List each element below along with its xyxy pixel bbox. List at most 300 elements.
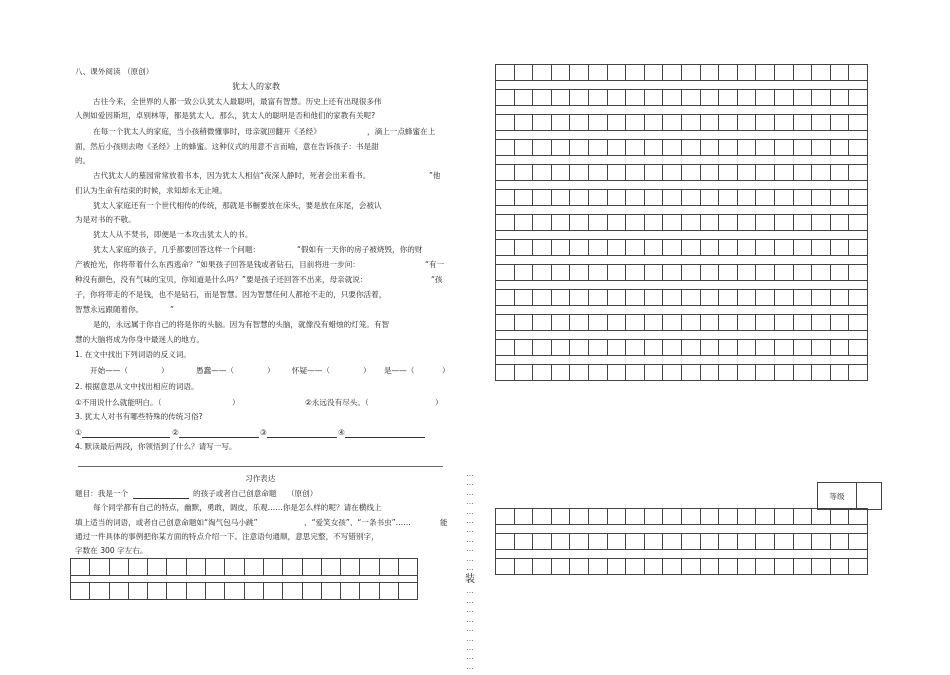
grid-cell[interactable]: [570, 215, 589, 231]
grid-cell[interactable]: [626, 534, 645, 550]
grid-cell[interactable]: [812, 340, 831, 356]
grid-cell[interactable]: [607, 340, 626, 356]
grid-cell[interactable]: [793, 509, 812, 525]
grid-cell[interactable]: [737, 115, 756, 131]
grid-cell[interactable]: [607, 509, 626, 525]
grid-cell[interactable]: [263, 583, 282, 600]
grid-cell[interactable]: [756, 315, 775, 331]
grid-cell[interactable]: [700, 365, 719, 381]
grid-cell[interactable]: [812, 190, 831, 206]
grid-cell[interactable]: [700, 340, 719, 356]
grid-cell[interactable]: [570, 240, 589, 256]
grid-cell[interactable]: [774, 290, 793, 306]
grid-cell[interactable]: [588, 165, 607, 181]
grid-cell[interactable]: [514, 90, 533, 106]
grid-cell[interactable]: [849, 140, 868, 156]
grid-cell[interactable]: [626, 165, 645, 181]
grid-cell[interactable]: [849, 340, 868, 356]
grid-cell[interactable]: [379, 559, 398, 576]
grid-cell[interactable]: [90, 583, 109, 600]
grid-cell[interactable]: [849, 90, 868, 106]
grid-cell[interactable]: [719, 559, 738, 575]
grid-cell[interactable]: [71, 559, 90, 576]
grid-cell[interactable]: [206, 583, 225, 600]
grid-cell[interactable]: [644, 365, 663, 381]
grid-cell[interactable]: [514, 340, 533, 356]
grid-cell[interactable]: [626, 90, 645, 106]
grid-cell[interactable]: [514, 559, 533, 575]
grid-cell[interactable]: [607, 290, 626, 306]
grid-cell[interactable]: [570, 559, 589, 575]
grid-cell[interactable]: [551, 340, 570, 356]
grid-cell[interactable]: [812, 165, 831, 181]
grid-cell[interactable]: [774, 340, 793, 356]
grid-cell[interactable]: [849, 509, 868, 525]
grid-cell[interactable]: [644, 115, 663, 131]
grid-cell[interactable]: [533, 90, 552, 106]
grid-cell[interactable]: [663, 534, 682, 550]
grid-cell[interactable]: [756, 90, 775, 106]
grid-cell[interactable]: [588, 534, 607, 550]
grid-cell[interactable]: [793, 559, 812, 575]
grid-cell[interactable]: [663, 559, 682, 575]
grid-cell[interactable]: [774, 140, 793, 156]
grid-cell[interactable]: [496, 315, 515, 331]
grid-cell[interactable]: [830, 340, 849, 356]
grid-cell[interactable]: [793, 215, 812, 231]
grid-cell[interactable]: [719, 190, 738, 206]
grid-cell[interactable]: [793, 165, 812, 181]
grid-cell[interactable]: [588, 340, 607, 356]
grid-cell[interactable]: [496, 290, 515, 306]
grid-cell[interactable]: [496, 140, 515, 156]
grid-cell[interactable]: [570, 290, 589, 306]
grid-cell[interactable]: [812, 315, 831, 331]
grid-cell[interactable]: [588, 559, 607, 575]
grid-cell[interactable]: [830, 290, 849, 306]
grid-cell[interactable]: [302, 559, 321, 576]
grid-cell[interactable]: [849, 365, 868, 381]
grid-cell[interactable]: [793, 140, 812, 156]
grid-cell[interactable]: [533, 265, 552, 281]
grid-cell[interactable]: [849, 559, 868, 575]
grid-cell[interactable]: [737, 559, 756, 575]
grid-cell[interactable]: [626, 340, 645, 356]
grid-cell[interactable]: [496, 190, 515, 206]
grid-cell[interactable]: [551, 115, 570, 131]
grid-cell[interactable]: [812, 115, 831, 131]
grid-cell[interactable]: [681, 140, 700, 156]
grid-cell[interactable]: [849, 240, 868, 256]
grid-cell[interactable]: [514, 65, 533, 81]
grid-cell[interactable]: [700, 140, 719, 156]
grid-cell[interactable]: [225, 583, 244, 600]
grid-cell[interactable]: [644, 190, 663, 206]
grid-cell[interactable]: [700, 509, 719, 525]
grid-cell[interactable]: [812, 65, 831, 81]
grid-cell[interactable]: [700, 65, 719, 81]
grid-cell[interactable]: [774, 265, 793, 281]
grid-cell[interactable]: [109, 559, 128, 576]
grid-cell[interactable]: [681, 190, 700, 206]
grid-cell[interactable]: [830, 265, 849, 281]
grid-cell[interactable]: [793, 115, 812, 131]
grid-cell[interactable]: [737, 240, 756, 256]
title-blank[interactable]: [133, 490, 189, 499]
grid-cell[interactable]: [830, 165, 849, 181]
grid-cell[interactable]: [663, 140, 682, 156]
grid-cell[interactable]: [607, 240, 626, 256]
grid-cell[interactable]: [663, 90, 682, 106]
grid-cell[interactable]: [849, 215, 868, 231]
grid-cell[interactable]: [793, 190, 812, 206]
grid-cell[interactable]: [681, 290, 700, 306]
grid-cell[interactable]: [719, 265, 738, 281]
grid-cell[interactable]: [737, 265, 756, 281]
grid-cell[interactable]: [681, 340, 700, 356]
grade-field[interactable]: [857, 483, 882, 510]
grid-cell[interactable]: [533, 509, 552, 525]
grid-cell[interactable]: [186, 559, 205, 576]
grid-cell[interactable]: [719, 365, 738, 381]
grid-cell[interactable]: [360, 583, 379, 600]
grid-cell[interactable]: [514, 215, 533, 231]
answer-line[interactable]: [179, 429, 259, 438]
grid-cell[interactable]: [626, 115, 645, 131]
grid-cell[interactable]: [663, 365, 682, 381]
grid-cell[interactable]: [681, 265, 700, 281]
grid-cell[interactable]: [812, 290, 831, 306]
grid-cell[interactable]: [663, 115, 682, 131]
grid-cell[interactable]: [774, 65, 793, 81]
grid-cell[interactable]: [719, 115, 738, 131]
grid-cell[interactable]: [737, 290, 756, 306]
grid-cell[interactable]: [793, 365, 812, 381]
grid-cell[interactable]: [533, 115, 552, 131]
grid-cell[interactable]: [244, 583, 263, 600]
grid-cell[interactable]: [244, 559, 263, 576]
grid-cell[interactable]: [700, 190, 719, 206]
grid-cell[interactable]: [360, 559, 379, 576]
answer-line[interactable]: [82, 429, 170, 438]
grid-cell[interactable]: [644, 534, 663, 550]
grid-cell[interactable]: [644, 265, 663, 281]
grid-cell[interactable]: [700, 315, 719, 331]
grid-cell[interactable]: [774, 559, 793, 575]
grid-cell[interactable]: [644, 165, 663, 181]
grid-cell[interactable]: [399, 583, 418, 600]
grid-cell[interactable]: [644, 290, 663, 306]
grid-cell[interactable]: [570, 365, 589, 381]
grid-cell[interactable]: [830, 559, 849, 575]
grid-cell[interactable]: [514, 190, 533, 206]
grid-cell[interactable]: [849, 315, 868, 331]
grid-cell[interactable]: [681, 240, 700, 256]
grid-cell[interactable]: [756, 215, 775, 231]
grid-cell[interactable]: [341, 559, 360, 576]
grid-cell[interactable]: [496, 365, 515, 381]
grid-cell[interactable]: [737, 90, 756, 106]
grid-cell[interactable]: [644, 140, 663, 156]
grid-cell[interactable]: [830, 90, 849, 106]
grid-cell[interactable]: [551, 290, 570, 306]
grid-cell[interactable]: [551, 215, 570, 231]
grid-cell[interactable]: [148, 559, 167, 576]
grid-cell[interactable]: [570, 65, 589, 81]
grid-cell[interactable]: [700, 290, 719, 306]
grid-cell[interactable]: [225, 559, 244, 576]
grid-cell[interactable]: [793, 65, 812, 81]
grid-cell[interactable]: [830, 115, 849, 131]
grid-cell[interactable]: [206, 559, 225, 576]
grid-cell[interactable]: [644, 240, 663, 256]
grid-cell[interactable]: [830, 215, 849, 231]
grid-cell[interactable]: [700, 559, 719, 575]
grid-cell[interactable]: [849, 115, 868, 131]
grid-cell[interactable]: [607, 90, 626, 106]
grid-cell[interactable]: [321, 583, 340, 600]
grid-cell[interactable]: [283, 583, 302, 600]
grid-cell[interactable]: [588, 315, 607, 331]
grid-cell[interactable]: [812, 365, 831, 381]
grid-cell[interactable]: [681, 65, 700, 81]
grid-cell[interactable]: [774, 190, 793, 206]
grid-cell[interactable]: [700, 534, 719, 550]
grid-cell[interactable]: [700, 240, 719, 256]
grid-cell[interactable]: [774, 315, 793, 331]
grid-cell[interactable]: [588, 509, 607, 525]
grid-cell[interactable]: [774, 534, 793, 550]
grid-cell[interactable]: [496, 115, 515, 131]
grid-cell[interactable]: [849, 165, 868, 181]
grid-cell[interactable]: [681, 509, 700, 525]
grid-cell[interactable]: [533, 534, 552, 550]
grid-cell[interactable]: [533, 559, 552, 575]
grid-cell[interactable]: [399, 559, 418, 576]
grid-cell[interactable]: [607, 165, 626, 181]
grid-cell[interactable]: [626, 365, 645, 381]
grid-cell[interactable]: [812, 534, 831, 550]
grid-cell[interactable]: [533, 215, 552, 231]
grid-cell[interactable]: [774, 509, 793, 525]
grid-cell[interactable]: [756, 265, 775, 281]
grid-cell[interactable]: [719, 509, 738, 525]
grid-cell[interactable]: [71, 583, 90, 600]
grid-cell[interactable]: [588, 140, 607, 156]
grid-cell[interactable]: [756, 140, 775, 156]
grid-cell[interactable]: [681, 534, 700, 550]
grid-cell[interactable]: [663, 215, 682, 231]
grid-cell[interactable]: [812, 265, 831, 281]
grid-cell[interactable]: [644, 215, 663, 231]
answer-line[interactable]: [345, 429, 425, 438]
grid-cell[interactable]: [496, 509, 515, 525]
grid-cell[interactable]: [719, 340, 738, 356]
grid-cell[interactable]: [812, 509, 831, 525]
grid-cell[interactable]: [830, 509, 849, 525]
grid-cell[interactable]: [128, 559, 147, 576]
grid-cell[interactable]: [663, 509, 682, 525]
grid-cell[interactable]: [551, 140, 570, 156]
grid-cell[interactable]: [644, 509, 663, 525]
grid-cell[interactable]: [148, 583, 167, 600]
grid-cell[interactable]: [756, 165, 775, 181]
grid-cell[interactable]: [496, 240, 515, 256]
grid-cell[interactable]: [607, 115, 626, 131]
grid-cell[interactable]: [830, 240, 849, 256]
grid-cell[interactable]: [551, 90, 570, 106]
grid-cell[interactable]: [719, 90, 738, 106]
grid-cell[interactable]: [830, 140, 849, 156]
grid-cell[interactable]: [756, 290, 775, 306]
grid-cell[interactable]: [774, 165, 793, 181]
grid-cell[interactable]: [719, 290, 738, 306]
grid-cell[interactable]: [607, 365, 626, 381]
grid-cell[interactable]: [607, 534, 626, 550]
grid-cell[interactable]: [644, 315, 663, 331]
grid-cell[interactable]: [849, 290, 868, 306]
grid-cell[interactable]: [551, 165, 570, 181]
grid-cell[interactable]: [496, 165, 515, 181]
grid-cell[interactable]: [663, 240, 682, 256]
grid-cell[interactable]: [756, 340, 775, 356]
grid-cell[interactable]: [756, 559, 775, 575]
grid-cell[interactable]: [737, 315, 756, 331]
grid-cell[interactable]: [849, 190, 868, 206]
grid-cell[interactable]: [793, 534, 812, 550]
grid-cell[interactable]: [681, 559, 700, 575]
grid-cell[interactable]: [719, 140, 738, 156]
grid-cell[interactable]: [774, 215, 793, 231]
grid-cell[interactable]: [793, 315, 812, 331]
grid-cell[interactable]: [812, 215, 831, 231]
grid-cell[interactable]: [109, 583, 128, 600]
grid-cell[interactable]: [570, 315, 589, 331]
grid-cell[interactable]: [700, 165, 719, 181]
grid-cell[interactable]: [774, 365, 793, 381]
grid-cell[interactable]: [812, 140, 831, 156]
grid-cell[interactable]: [756, 534, 775, 550]
grid-cell[interactable]: [533, 315, 552, 331]
grid-cell[interactable]: [514, 365, 533, 381]
grid-cell[interactable]: [737, 215, 756, 231]
grid-cell[interactable]: [514, 534, 533, 550]
grid-cell[interactable]: [626, 65, 645, 81]
grid-cell[interactable]: [626, 240, 645, 256]
grid-cell[interactable]: [812, 240, 831, 256]
grid-cell[interactable]: [737, 140, 756, 156]
grid-cell[interactable]: [756, 509, 775, 525]
grid-cell[interactable]: [700, 90, 719, 106]
grid-cell[interactable]: [681, 115, 700, 131]
grid-cell[interactable]: [533, 165, 552, 181]
grid-cell[interactable]: [496, 534, 515, 550]
grid-cell[interactable]: [514, 115, 533, 131]
grid-cell[interactable]: [681, 365, 700, 381]
grid-cell[interactable]: [283, 559, 302, 576]
grid-cell[interactable]: [496, 340, 515, 356]
grid-cell[interactable]: [551, 534, 570, 550]
grid-cell[interactable]: [663, 290, 682, 306]
grid-cell[interactable]: [551, 65, 570, 81]
grid-cell[interactable]: [663, 65, 682, 81]
grid-cell[interactable]: [756, 65, 775, 81]
grid-cell[interactable]: [496, 90, 515, 106]
grid-cell[interactable]: [514, 165, 533, 181]
grid-cell[interactable]: [830, 315, 849, 331]
grid-cell[interactable]: [737, 165, 756, 181]
grid-cell[interactable]: [570, 190, 589, 206]
grid-cell[interactable]: [756, 365, 775, 381]
grid-cell[interactable]: [514, 265, 533, 281]
grid-cell[interactable]: [551, 365, 570, 381]
grid-cell[interactable]: [663, 165, 682, 181]
grid-cell[interactable]: [607, 215, 626, 231]
grid-cell[interactable]: [737, 190, 756, 206]
grid-cell[interactable]: [321, 559, 340, 576]
grid-cell[interactable]: [626, 190, 645, 206]
grid-cell[interactable]: [533, 340, 552, 356]
grid-cell[interactable]: [496, 65, 515, 81]
grid-cell[interactable]: [812, 559, 831, 575]
grid-cell[interactable]: [496, 215, 515, 231]
grid-cell[interactable]: [681, 165, 700, 181]
grid-cell[interactable]: [533, 140, 552, 156]
grid-cell[interactable]: [719, 240, 738, 256]
grid-cell[interactable]: [496, 559, 515, 575]
grid-cell[interactable]: [774, 90, 793, 106]
grid-cell[interactable]: [737, 340, 756, 356]
grid-cell[interactable]: [626, 265, 645, 281]
grid-cell[interactable]: [849, 534, 868, 550]
grid-cell[interactable]: [607, 315, 626, 331]
grid-cell[interactable]: [737, 534, 756, 550]
grid-cell[interactable]: [830, 365, 849, 381]
grid-cell[interactable]: [588, 215, 607, 231]
grid-cell[interactable]: [167, 559, 186, 576]
grid-cell[interactable]: [626, 559, 645, 575]
grid-cell[interactable]: [663, 340, 682, 356]
grid-cell[interactable]: [830, 190, 849, 206]
grid-cell[interactable]: [588, 65, 607, 81]
grid-cell[interactable]: [588, 240, 607, 256]
grid-cell[interactable]: [607, 65, 626, 81]
grid-cell[interactable]: [533, 240, 552, 256]
grid-cell[interactable]: [341, 583, 360, 600]
grid-cell[interactable]: [756, 240, 775, 256]
grid-cell[interactable]: [719, 534, 738, 550]
grid-cell[interactable]: [263, 559, 282, 576]
grid-cell[interactable]: [570, 265, 589, 281]
grid-cell[interactable]: [533, 65, 552, 81]
grid-cell[interactable]: [737, 65, 756, 81]
grid-cell[interactable]: [663, 190, 682, 206]
grid-cell[interactable]: [793, 90, 812, 106]
grid-cell[interactable]: [793, 290, 812, 306]
grid-cell[interactable]: [496, 265, 515, 281]
grid-cell[interactable]: [588, 265, 607, 281]
grid-cell[interactable]: [588, 90, 607, 106]
grid-cell[interactable]: [302, 583, 321, 600]
grid-cell[interactable]: [849, 65, 868, 81]
answer-line[interactable]: [267, 429, 337, 438]
grid-cell[interactable]: [379, 583, 398, 600]
grid-cell[interactable]: [644, 340, 663, 356]
grid-cell[interactable]: [626, 215, 645, 231]
grid-cell[interactable]: [551, 509, 570, 525]
grid-cell[interactable]: [626, 509, 645, 525]
grid-cell[interactable]: [551, 559, 570, 575]
